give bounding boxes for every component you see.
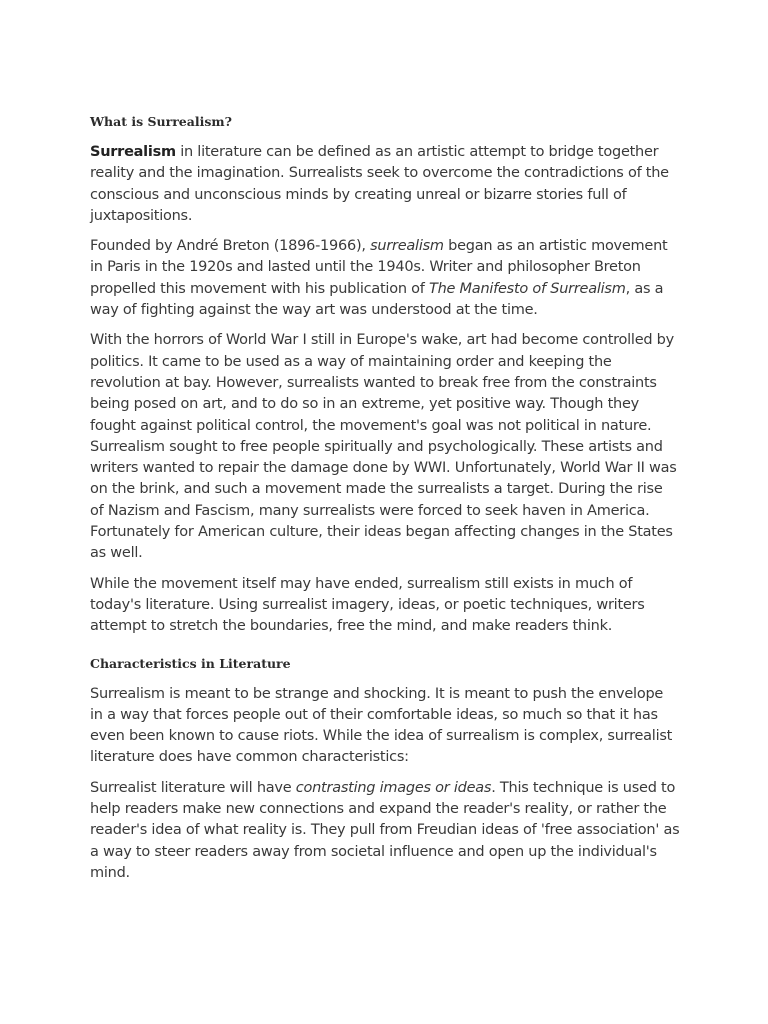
paragraph-founding [90,236,680,321]
section-heading-what-is-surrealism: What is Surrealism? [90,114,232,129]
paragraph-text: began as an artistic movement in Paris in the 1920s and lasted until the 1940s. Writer and philosopher Breton propelled this movement with his publication of [90,238,668,297]
paragraph-text: Surrealist literature will have [90,779,296,796]
italic-term: surrealism [370,238,444,255]
paragraph-text: Founded by André Breton (1896-1966), [90,238,371,255]
paragraph-legacy: While the movement itself may have ended, surrealism still exists in much of today's literature. Using surrealist imagery, ideas, or poetic techniques, writers attempt to stretch the boundaries, free the mind, and make readers think. [90,575,645,635]
paragraph-history: With the horrors of World War I still in Europe's wake, art had become controlled by politics. It came to be used as a way of maintaining order and keeping the revolution at bay. However, surrealists wanted to break free from the constraints being posed on art, and to do so in an extreme, yet positive way. Though they fought against political control, the movement's goal was not political in nature. Surrealism sought to free people spiritually and psychologically. These artists and writers wanted to repair the damage done by WWI. Unfortunately, World War II was on the brink, and such a movement made the surrealists a target. During the rise of Nazism and Fascism, many surrealists were forced to seek haven in America. Fortunately for American culture, their ideas began affecting changes in the States as well. [90,332,677,562]
italic-term: contrasting images or ideas [295,779,492,796]
italic-title: The Manifesto of Surrealism [428,280,626,297]
paragraph-text: , as a way of fighting against the way art was understood at the time. [90,280,664,319]
paragraph-definition [90,142,680,227]
section-heading-characteristics: Characteristics in Literature [90,655,291,671]
term-surrealism: Surrealism [90,144,176,160]
document-page [90,112,680,893]
paragraph-contrasting-images [90,778,680,884]
paragraph-characteristics-intro: Surrealism is meant to be strange and shocking. It is meant to push the envelope in a way that forces people out of their comfortable ideas, so much so that it has even been known to cause riots. While the idea of surrealism is complex, surrealist literature does have common characteristics: [90,685,673,766]
paragraph-text: in literature can be defined as an artistic attempt to bridge together reality and the imagination. Surrealists seek to overcome the contradictions of the conscious and unconscious minds by creating unreal or bizarre stories full of juxtapositions. [90,144,669,224]
paragraph-text: . This technique is used to help readers make new connections and expand the reader's reality, or rather the reader's idea of what reality is. They pull from Freudian ideas of 'free association' as a way to steer readers away from societal influence and open up the individual's mind. [90,779,680,881]
